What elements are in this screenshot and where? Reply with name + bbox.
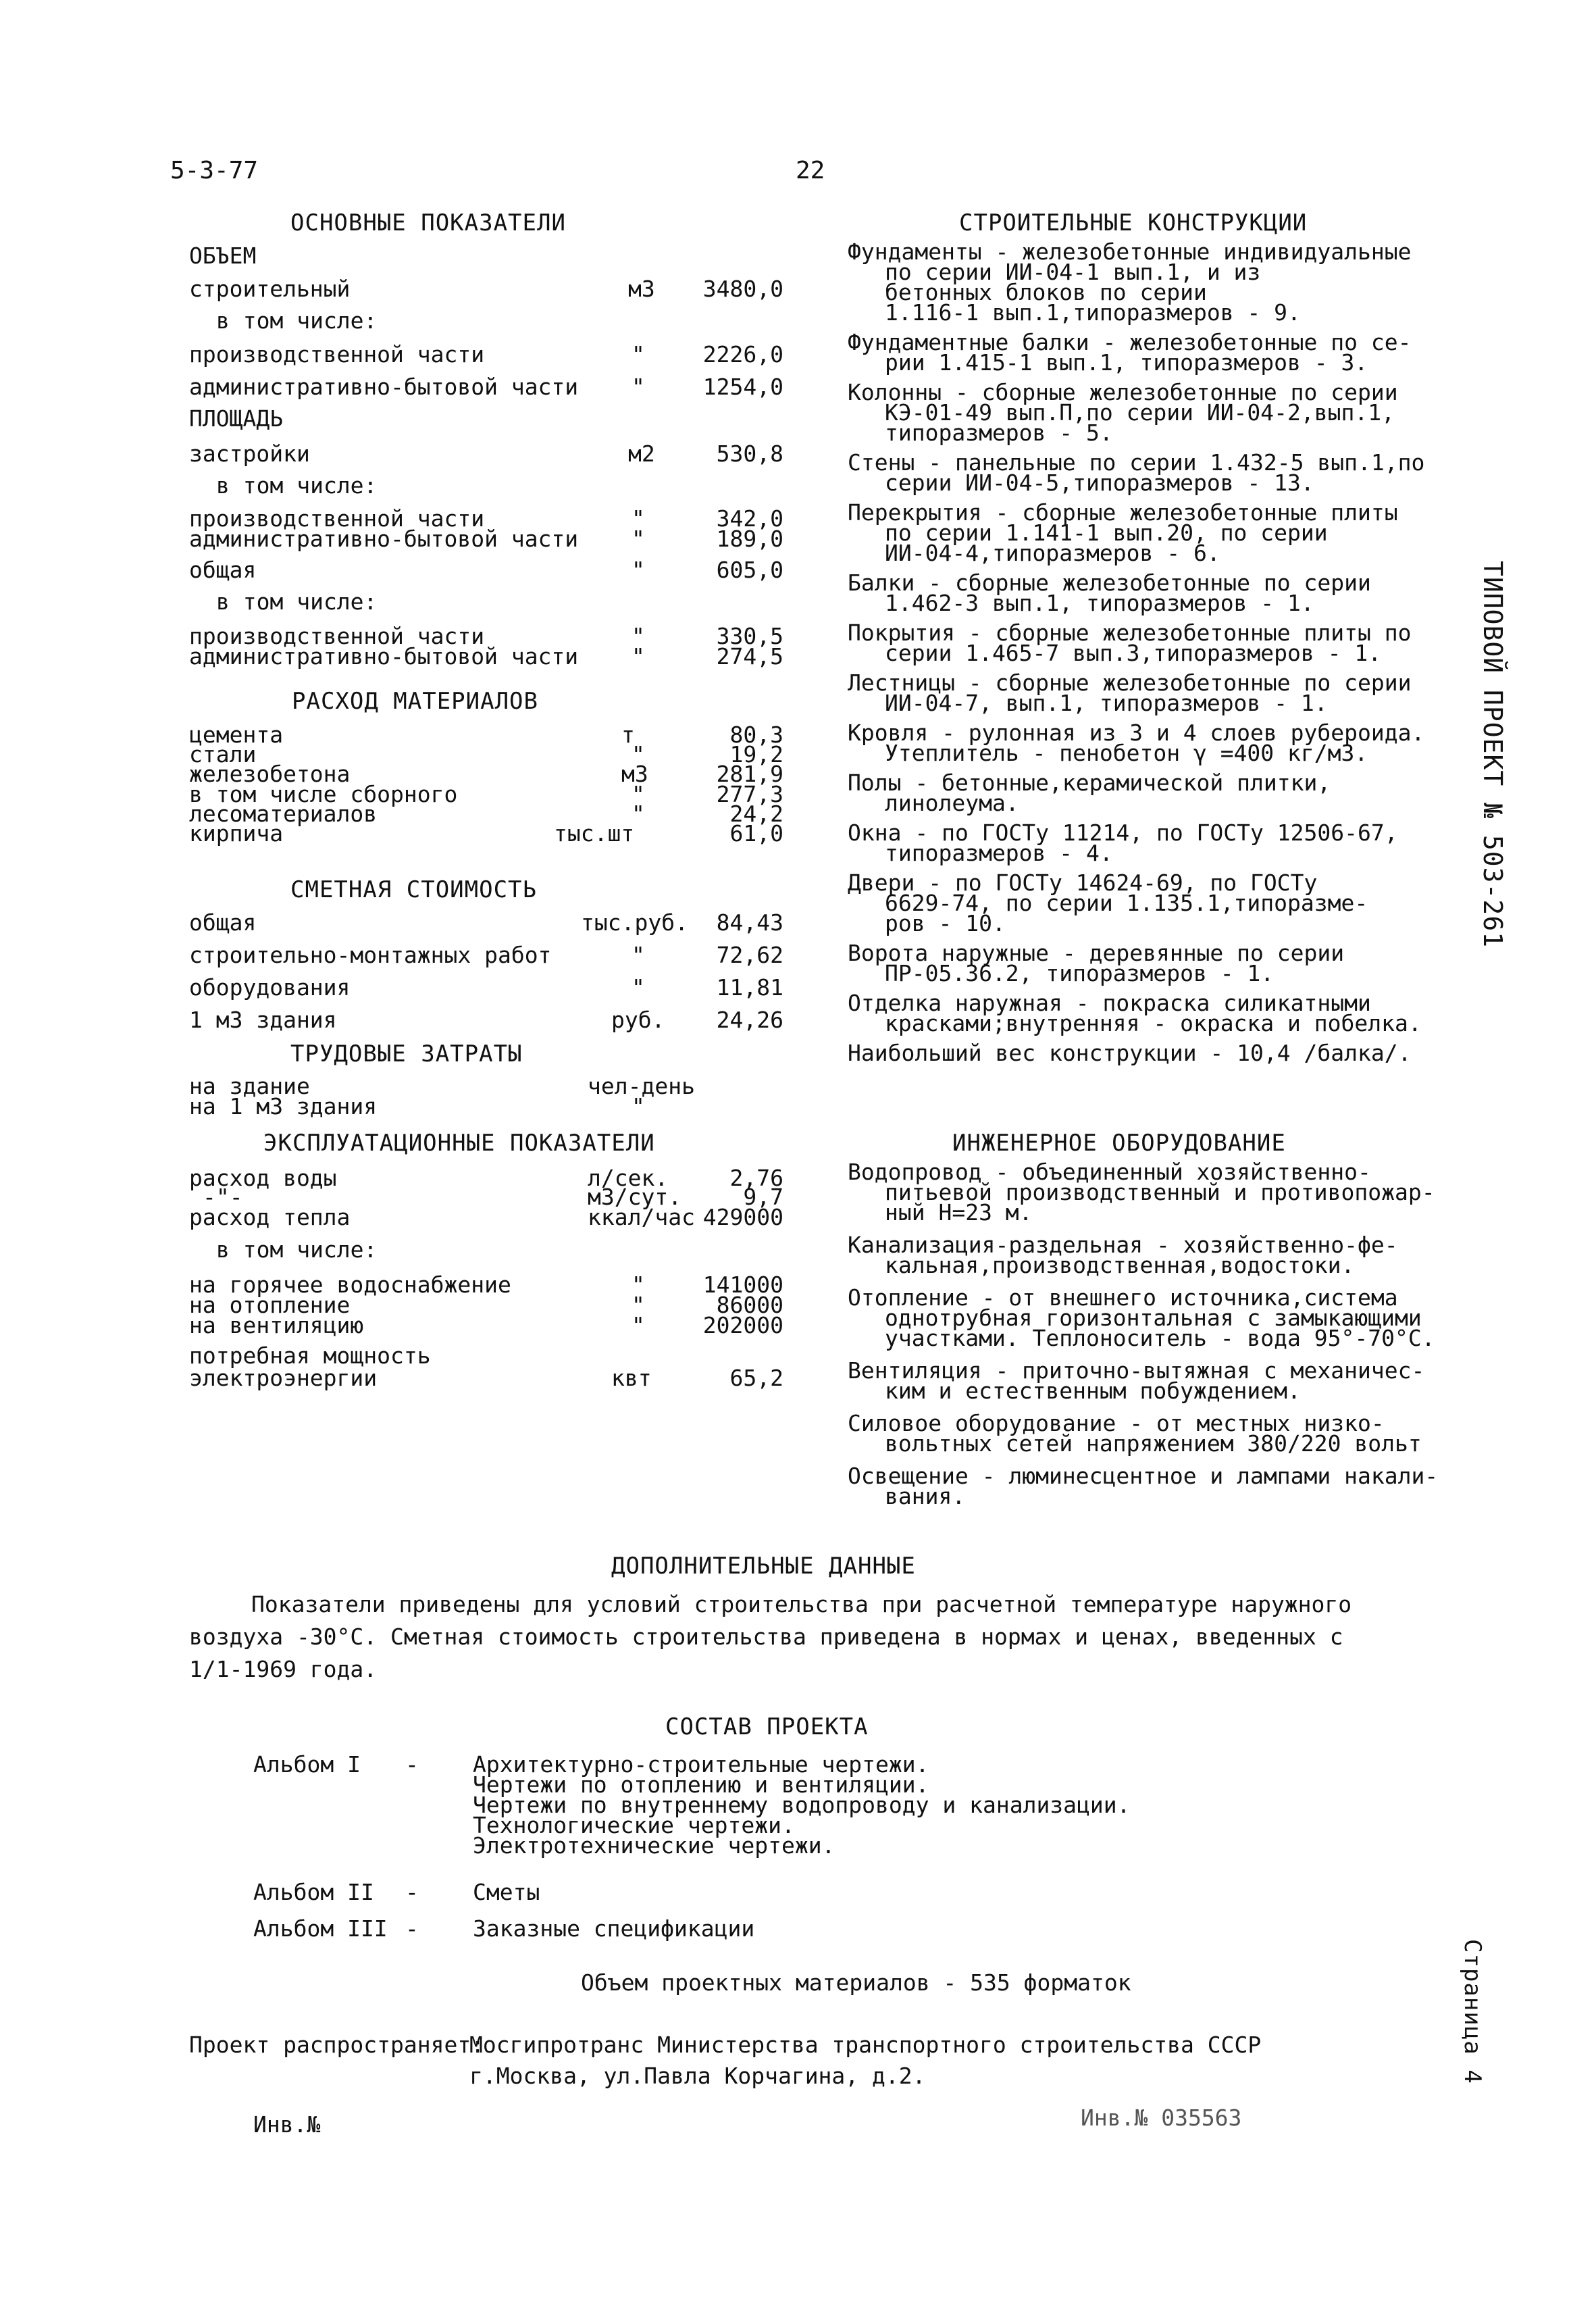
area-heading: ПЛОЩАДЬ xyxy=(189,405,284,432)
ops-heading: ЭКСПЛУАТАЦИОННЫЕ ПОКАЗАТЕЛИ xyxy=(263,1130,655,1157)
row-value: 202000 xyxy=(702,1312,783,1338)
volume-heading: ОБЪЕМ xyxy=(189,243,257,269)
row-value: 84,43 xyxy=(716,909,783,936)
row-label: застройки xyxy=(189,441,310,467)
distributor-line-2: г.Москва, ул.Павла Корчагина, д.2. xyxy=(469,2063,926,2089)
inventory-label: Инв.№ xyxy=(253,2111,321,2138)
row-unit: квт xyxy=(611,1365,652,1391)
spec-line: Лестницы - сборные железобетонные по серии xyxy=(848,670,1412,696)
spec-line: Освещение - люминесцентное и лампами накали- xyxy=(848,1463,1439,1489)
spec-line: КЭ-01-49 вып.П,по серии ИИ-04-2,вып.1, xyxy=(885,399,1395,426)
row-unit: м3 xyxy=(621,761,648,787)
row-label: на горячее водоснабжение xyxy=(189,1272,511,1298)
spec-item xyxy=(848,1284,1435,1351)
row-unit: тыс.шт xyxy=(554,820,635,847)
album-1-line: Архитектурно-строительные чертежи. xyxy=(473,1751,929,1778)
spec-item xyxy=(848,870,1368,936)
album-3-label: Альбом III xyxy=(253,1915,388,1942)
row-unit: " xyxy=(632,623,645,649)
incl-label: в том числе: xyxy=(216,588,378,615)
spec-line: Силовое оборудование - от местных низко- xyxy=(848,1410,1385,1436)
spec-line: Стены - панельные по серии 1.432-5 вып.1,по xyxy=(848,449,1425,476)
spec-line: типоразмеров - 4. xyxy=(885,840,1113,866)
row-unit: ккал/час xyxy=(588,1204,695,1230)
row-unit: л/сек. xyxy=(588,1165,669,1191)
row-label: на 1 м3 здания xyxy=(189,1093,378,1120)
row-label: производственной части xyxy=(189,341,485,368)
row-label: административно-бытовой части xyxy=(189,374,579,400)
spec-item xyxy=(848,1357,1425,1404)
spec-line: Фундаментные балки - железобетонные по се- xyxy=(848,329,1412,355)
spec-item xyxy=(848,570,1371,616)
spec-item xyxy=(848,620,1412,666)
row-value: 9,7 xyxy=(743,1184,783,1210)
side-page-label: Страница 4 xyxy=(1459,1939,1486,2084)
spec-item xyxy=(848,238,1412,326)
spec-item xyxy=(848,1232,1398,1278)
side-project-label: ТИПОВОЙ ПРОЕКТ № 503-261 xyxy=(1478,561,1508,949)
row-unit: м3 xyxy=(628,276,655,302)
spec-line: ПР-05.36.2, типоразмеров - 1. xyxy=(885,960,1275,986)
spec-line: Наибольший вес конструкции - 10,4 /балка/. xyxy=(848,1040,1412,1066)
row-label: электроэнергии xyxy=(189,1365,378,1391)
doc-code: 5-3-77 xyxy=(170,157,259,184)
additional-line-2: воздуха -30°С. Сметная стоимость строительства приведена в нормах и ценах, введенных с xyxy=(189,1624,1343,1650)
row-value: 530,8 xyxy=(716,441,783,467)
album-2-contents: Сметы xyxy=(473,1879,540,1905)
section-title-constructions: СТРОИТЕЛЬНЫЕ КОНСТРУКЦИИ xyxy=(959,209,1308,236)
row-label: общая xyxy=(189,909,257,936)
spec-item xyxy=(848,499,1398,566)
row-value: 189,0 xyxy=(716,526,783,552)
album-1-dash: - xyxy=(405,1751,419,1778)
spec-line: серии ИИ-04-5,типоразмеров - 13. xyxy=(885,470,1314,496)
row-value: 86000 xyxy=(716,1292,783,1318)
row-unit: м2 xyxy=(628,441,655,467)
row-label: кирпича xyxy=(189,820,284,847)
row-unit: " xyxy=(632,741,645,768)
spec-line: 1.116-1 вып.1,типоразмеров - 9. xyxy=(885,299,1301,326)
row-unit: " xyxy=(632,1272,645,1298)
spec-line: Утеплитель - пенобетон γ =400 кг/м3. xyxy=(885,740,1368,766)
incl-label: в том числе: xyxy=(216,1236,378,1263)
spec-line: однотрубная горизонтальная с замыкающими xyxy=(885,1305,1422,1331)
row-label: производственной части xyxy=(189,505,485,532)
spec-line: 1.462-3 вып.1, типоразмеров - 1. xyxy=(885,590,1314,616)
album-1-line: Чертежи по внутреннему водопроводу и канализации. xyxy=(473,1792,1131,1818)
spec-line: вольтных сетей напряжением 380/220 вольт xyxy=(885,1430,1422,1457)
spec-line: Балки - сборные железобетонные по серии xyxy=(848,570,1371,596)
spec-line: Ворота наружные - деревянные по серии xyxy=(848,940,1345,966)
spec-line: Полы - бетонные,керамической плитки, xyxy=(848,770,1331,796)
row-label: расход воды xyxy=(189,1165,337,1191)
row-unit: " xyxy=(632,341,645,368)
album-1-line: Электротехнические чертежи. xyxy=(473,1832,835,1859)
spec-item xyxy=(848,1463,1439,1509)
row-unit: т xyxy=(621,722,635,748)
spec-item xyxy=(848,1410,1422,1457)
spec-line: Канализация-раздельная - хозяйственно-фе- xyxy=(848,1232,1398,1258)
spec-line: 6629-74, по серии 1.135.1,типоразме- xyxy=(885,890,1368,916)
row-value: 19,2 xyxy=(729,741,783,768)
row-label: оборудования xyxy=(189,974,351,1001)
spec-item xyxy=(848,329,1412,376)
row-value: 141000 xyxy=(702,1272,783,1298)
row-label: на вентиляцию xyxy=(189,1312,364,1338)
row-unit: " xyxy=(632,801,645,827)
row-value: 274,5 xyxy=(716,643,783,670)
row-label: в том числе сборного xyxy=(189,781,458,807)
row-value: 80,3 xyxy=(729,722,783,748)
page-number: 22 xyxy=(796,157,825,184)
row-unit: " xyxy=(632,505,645,532)
album-1-line: Чертежи по отоплению и вентиляции. xyxy=(473,1771,929,1798)
row-value: 605,0 xyxy=(716,557,783,583)
section-title-engineering: ИНЖЕНЕРНОЕ ОБОРУДОВАНИЕ xyxy=(952,1130,1286,1157)
spec-line: по серии 1.141-1 вып.20, по серии xyxy=(885,520,1328,546)
spec-line: питьевой производственный и противопожар- xyxy=(885,1179,1435,1205)
spec-item xyxy=(848,670,1412,716)
labor-heading: ТРУДОВЫЕ ЗАТРАТЫ xyxy=(290,1040,523,1067)
row-unit: " xyxy=(632,526,645,552)
spec-line: Колонны - сборные железобетонные по серии xyxy=(848,379,1398,405)
spec-line: ров - 10. xyxy=(885,910,1006,936)
row-label: лесоматериалов xyxy=(189,801,378,827)
spec-line: Водопровод - объединенный хозяйственно- xyxy=(848,1159,1371,1185)
spec-item xyxy=(848,770,1331,816)
row-label: на отопление xyxy=(189,1292,351,1318)
row-value: 3480,0 xyxy=(702,276,783,302)
cost-heading: СМЕТНАЯ СТОИМОСТЬ xyxy=(290,876,537,903)
row-value: 61,0 xyxy=(729,820,783,847)
row-unit: м3/сут. xyxy=(588,1184,682,1210)
row-unit: " xyxy=(632,1093,645,1120)
row-unit: " xyxy=(632,374,645,400)
row-value: 330,5 xyxy=(716,623,783,649)
row-value: 24,2 xyxy=(729,801,783,827)
spec-line: Отделка наружная - покраска силикатными xyxy=(848,990,1371,1016)
row-value: 65,2 xyxy=(729,1365,783,1391)
row-value: 281,9 xyxy=(716,761,783,787)
spec-item xyxy=(848,379,1398,446)
spec-line: красками;внутренняя - окраска и побелка. xyxy=(885,1010,1422,1036)
spec-line: Фундаменты - железобетонные индивидуальные xyxy=(848,238,1412,265)
row-label: -"- xyxy=(203,1184,243,1210)
row-unit: " xyxy=(632,1292,645,1318)
row-unit: " xyxy=(632,781,645,807)
spec-item xyxy=(848,940,1345,986)
row-value: 429000 xyxy=(702,1204,783,1230)
additional-line-1: Показатели приведены для условий строительства при расчетной температуре наружного xyxy=(251,1591,1352,1617)
spec-line: Отопление - от внешнего источника,система xyxy=(848,1284,1398,1311)
row-label: стали xyxy=(189,741,257,768)
row-label: административно-бытовой части xyxy=(189,526,579,552)
row-label: производственной части xyxy=(189,623,485,649)
spec-line: кальная,производственная,водостоки. xyxy=(885,1252,1355,1278)
row-unit: " xyxy=(632,643,645,670)
spec-line: серии 1.465-7 вып.3,типоразмеров - 1. xyxy=(885,640,1382,666)
inventory-number: Инв.№ 035563 xyxy=(1081,2105,1242,2131)
row-label: общая xyxy=(189,557,257,583)
row-label: 1 м3 здания xyxy=(189,1007,337,1033)
row-unit: чел-день xyxy=(588,1073,695,1099)
spec-line: ный Н=23 м. xyxy=(885,1199,1033,1226)
additional-line-3: 1/1-1969 года. xyxy=(189,1656,378,1682)
row-value: 24,26 xyxy=(716,1007,783,1033)
spec-item xyxy=(848,449,1425,496)
spec-line: участками. Теплоноситель - вода 95°-70°С. xyxy=(885,1325,1435,1351)
spec-line: Двери - по ГОСТу 14624-69, по ГОСТу xyxy=(848,870,1318,896)
row-label: строительно-монтажных работ xyxy=(189,942,552,968)
distributor-label: Проект распространяет: xyxy=(189,2032,485,2058)
incl-label: в том числе: xyxy=(216,472,378,499)
spec-line: Покрытия - сборные железобетонные плиты по xyxy=(848,620,1412,646)
album-3-dash: - xyxy=(405,1915,419,1942)
row-unit: руб. xyxy=(611,1007,665,1033)
row-value: 72,62 xyxy=(716,942,783,968)
album-1-label: Альбом I xyxy=(253,1751,361,1778)
row-value: 2,76 xyxy=(729,1165,783,1191)
spec-line: Кровля - рулонная из 3 и 4 слоев рубероида. xyxy=(848,720,1425,746)
project-volume: Объем проектных материалов - 535 форматок xyxy=(581,1969,1131,1996)
spec-line: типоразмеров - 5. xyxy=(885,420,1113,446)
row-value: 11,81 xyxy=(716,974,783,1001)
row-unit: " xyxy=(632,974,645,1001)
spec-item xyxy=(848,720,1425,766)
spec-item xyxy=(848,820,1398,866)
distributor-line-1: Мосгипротранс Министерства транспортного строительства СССР xyxy=(469,2032,1262,2058)
row-unit: " xyxy=(632,1312,645,1338)
additional-title: ДОПОЛНИТЕЛЬНЫЕ ДАННЫЕ xyxy=(611,1553,916,1580)
spec-item xyxy=(848,1159,1435,1226)
spec-line: вания. xyxy=(885,1483,966,1509)
row-value: 277,3 xyxy=(716,781,783,807)
album-2-label: Альбом II xyxy=(253,1879,374,1905)
row-label: цемента xyxy=(189,722,284,748)
section-title-main-indicators: ОСНОВНЫЕ ПОКАЗАТЕЛИ xyxy=(290,209,566,236)
row-label: административно-бытовой части xyxy=(189,643,579,670)
spec-line: Вентиляция - приточно-вытяжная с механичес- xyxy=(848,1357,1425,1384)
row-value: 342,0 xyxy=(716,505,783,532)
spec-line: бетонных блоков по серии xyxy=(885,279,1207,305)
row-unit: тыс.руб. xyxy=(581,909,688,936)
spec-line: рии 1.415-1 вып.1, типоразмеров - 3. xyxy=(885,349,1368,376)
row-value: 1254,0 xyxy=(702,374,783,400)
power-label-line1: потребная мощность xyxy=(189,1342,431,1369)
spec-line: линолеума. xyxy=(885,790,1019,816)
album-3-contents: Заказные спецификации xyxy=(473,1915,755,1942)
spec-item xyxy=(848,990,1422,1036)
spec-line: Перекрытия - сборные железобетонные плиты xyxy=(848,499,1398,526)
row-label: на здание xyxy=(189,1073,310,1099)
spec-line: ким и естественным побуждением. xyxy=(885,1378,1301,1404)
incl-label: в том числе: xyxy=(216,307,378,334)
row-label: железобетона xyxy=(189,761,351,787)
spec-line: ИИ-04-4,типоразмеров - 6. xyxy=(885,540,1220,566)
row-label: строительный xyxy=(189,276,351,302)
album-1-line: Технологические чертежи. xyxy=(473,1812,795,1838)
row-label: расход тепла xyxy=(189,1204,351,1230)
spec-line: по серии ИИ-04-1 вып.1, и из xyxy=(885,259,1261,285)
row-unit: " xyxy=(632,942,645,968)
album-2-dash: - xyxy=(405,1879,419,1905)
row-unit: " xyxy=(632,557,645,583)
spec-item xyxy=(848,1040,1412,1066)
composition-title: СОСТАВ ПРОЕКТА xyxy=(665,1713,869,1740)
spec-line: ИИ-04-7, вып.1, типоразмеров - 1. xyxy=(885,690,1328,716)
materials-heading: РАСХОД МАТЕРИАЛОВ xyxy=(292,688,538,715)
spec-line: Окна - по ГОСТу 11214, по ГОСТу 12506-67, xyxy=(848,820,1398,846)
row-value: 2226,0 xyxy=(702,341,783,368)
